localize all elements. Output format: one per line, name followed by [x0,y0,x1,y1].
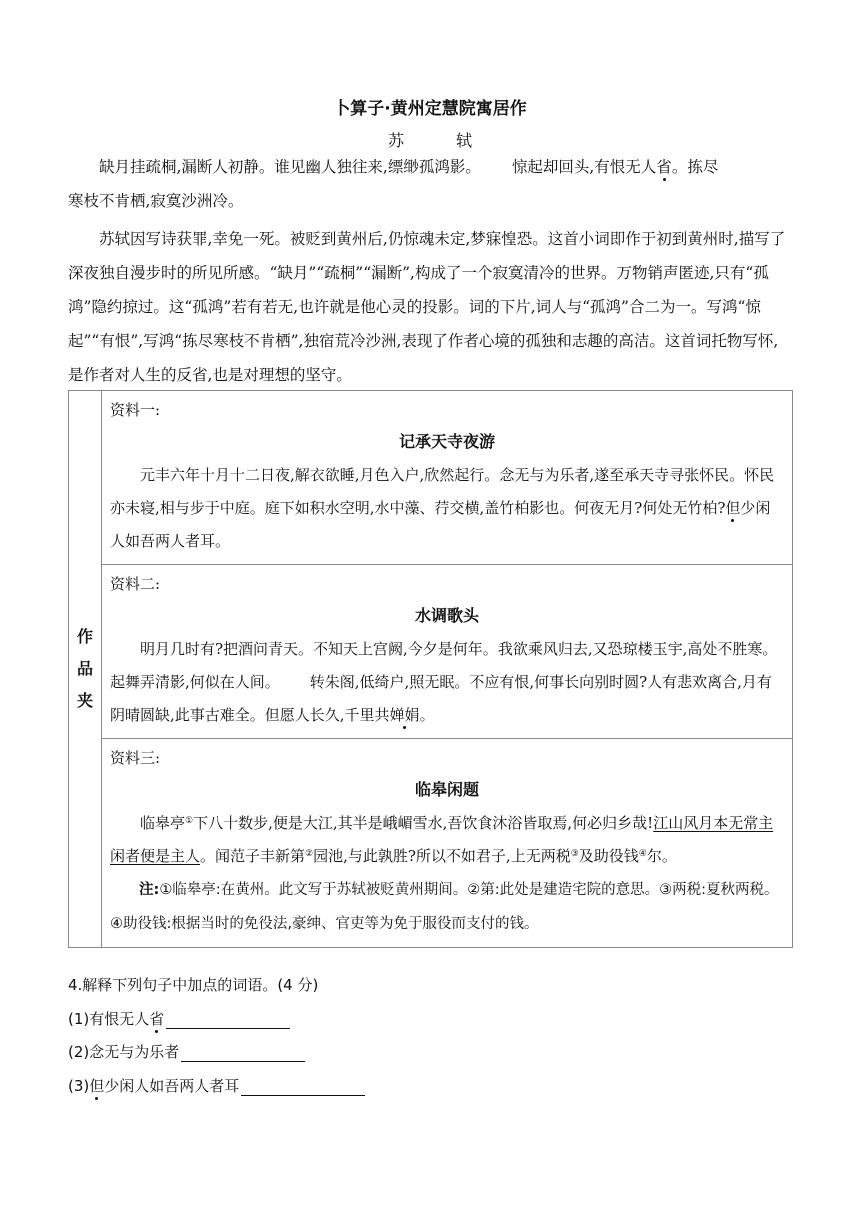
m1-text-c: 少闲人如吾两人者耳。 [110,499,771,550]
material-one-label: 资料一: [110,401,161,419]
material-two-text [110,633,784,732]
q1-prefix: (1)有恨无人 [68,1010,150,1028]
q3-dotted-word: 但 [89,1077,105,1095]
material-two [102,565,793,739]
m3-text-a: 临皋亭 [140,814,186,832]
material-one [102,391,793,565]
poem-line2: 寒枝不肯栖,寂寞沙洲冷。 [68,192,244,210]
side-char-1: 作 [76,627,93,646]
question-item-3 [68,1075,365,1096]
material-two-title: 水调歌头 [414,606,479,625]
answer-blank-3[interactable] [241,1081,365,1096]
m3-text-d: 园池,与此孰胜?所以不如君子,上无两税 [313,847,571,865]
side-char-3: 夹 [76,691,93,710]
q2-prefix: (2)念无与为乐者 [68,1043,180,1061]
footnote-marker-4: ④ [638,849,647,859]
m3-text-f: 尔。 [646,847,677,865]
dotted-word-sheng: 省 [656,158,672,176]
m2-text-a: 明月几时有?把酒问青天。不知天上宫阙,今夕是何年。我欲乘风归去,又恐琼楼玉宇,高处不胜寒。起舞弄清影,何似在人间。 [110,640,778,691]
dotted-word-chanjuan: 婵娟 [389,706,420,724]
footnote-marker-3: ③ [570,849,579,859]
m1-text-b: ,遂至承天寺寻张怀民。怀民亦未寝,相与步于中庭。庭下如积水空明,水中藻、荇交横,盖竹柏影也。何夜无月?何处无竹柏? [110,466,775,517]
side-char-2: 品 [76,659,93,678]
dotted-word-dan: 但 [725,499,741,517]
q3-prefix: (3) [68,1077,90,1095]
material-one-title: 记承天寺夜游 [398,432,495,451]
footnote-marker-2: ② [305,849,314,859]
material-three-label: 资料三: [110,749,161,767]
poem-text [68,150,792,218]
m3-text-b: 下八十数步,便是大江,其半是峨嵋雪水,吾饮食沐浴皆取焉,何必归乡哉! [193,814,654,832]
material-one-text [110,459,784,558]
m3-text-c: 。闻范子丰新第 [200,847,306,865]
m2-text-c: 。 [419,706,435,724]
m1-text-a: 元丰六年十月十二日夜,解衣欲睡,月色入户,欣然起行。 [140,466,500,484]
footnote-marker-1: ① [185,816,194,826]
poem-line1-c: 。拣尽 [671,158,719,176]
q1-dotted-word: 省 [149,1010,165,1028]
poem-line1-a: 缺月挂疏桐,漏断人初静。谁见幽人独往来,缥缈孤鸿影。 [99,158,481,176]
material-three-title: 临皋闲题 [414,780,479,799]
underlined-sentence: 江山风月本无常主闲者便是主人 [110,814,774,865]
material-three [102,739,793,948]
commentary-paragraph: 苏轼因写诗获罪,幸免一死。被贬到黄州后,仍惊魂未定,梦寐惶恐。这首小词即作于初到黄州时,描写了深夜独自漫步时的所见所感。“缺月”“疏桐”“漏断”,构成了一个寂寞清冷的世界。万物销声匿迹,只有“孤鸿”隐约掠过。这“孤鸿”若有若无,也许就是他心灵的投影。词的下片,词人与“孤鸿”合二为一。写鸿“惊起”“有恨”,写鸿“拣尽寒枝不肯栖”,独宿荒冷沙洲,表现了作者心境的孤独和志趣的高洁。这首词托物写怀,是作者对人生的反省,也是对理想的坚守。 [68,230,786,384]
material-three-text [110,807,784,873]
question-item-2 [68,1041,305,1062]
m3-text-e: 及助役钱 [578,847,639,865]
answer-blank-2[interactable] [181,1047,305,1062]
q3-suffix: 少闲人如吾两人者耳 [104,1077,240,1095]
poem-line1-b: 惊起却回头,有恨无人 [511,158,657,176]
answer-blank-1[interactable] [166,1014,290,1029]
portfolio-side-label [69,391,102,948]
note-label: 注: [139,882,160,898]
material-three-notes [110,873,784,941]
material-two-label: 资料二: [110,575,161,593]
poem-author: 苏 轼 [387,131,490,150]
question-item-1 [68,1008,290,1029]
portfolio-table [68,390,793,948]
m2-text-b: 转朱阁,低绮户,照无眠。不应有恨,何事长向别时圆?人有悲欢离合,月有阴晴圆缺,此事古难全。但愿人长久,千里共 [110,673,772,724]
note-text: ①临皋亭:在黄州。此文写于苏轼被贬黄州期间。②第:此处是建造宅院的意思。③两税:夏秋两税。④助役钱:根据当时的免役法,豪绅、官吏等为免于服役而支付的钱。 [110,882,779,932]
m1-phrase-nian: 念无与为乐者 [499,466,590,484]
question-stem: 4.解释下列句子中加点的词语。(4 分) [68,976,319,994]
poem-title: 卜算子·黄州定慧院寓居作 [333,99,527,119]
